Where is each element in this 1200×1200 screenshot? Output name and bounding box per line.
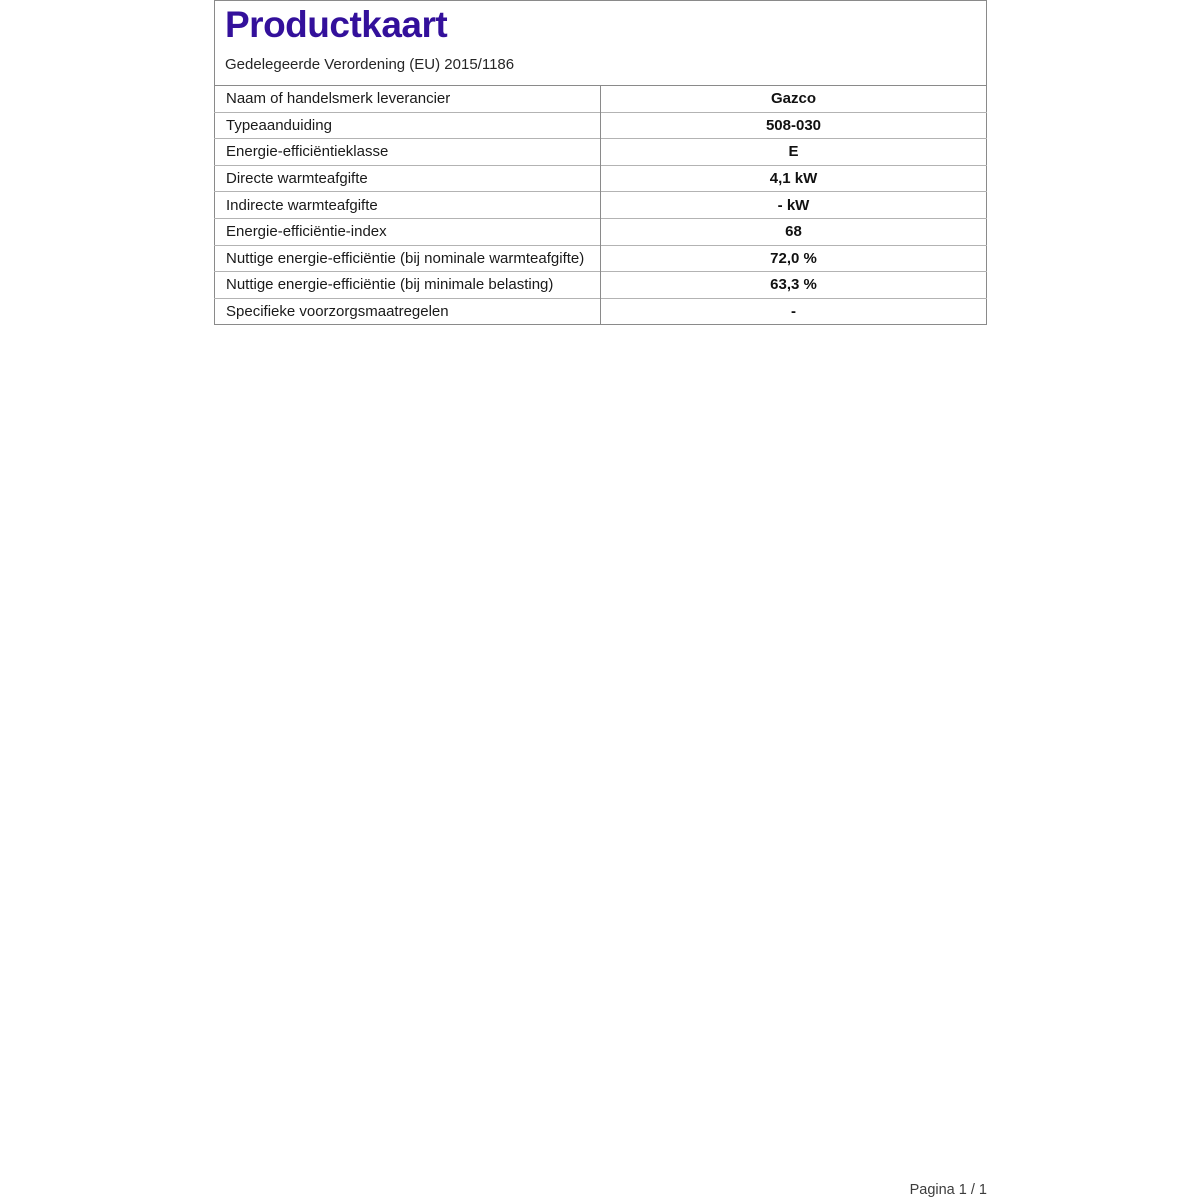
table-row <box>215 139 987 166</box>
row-label: Naam of handelsmerk leverancier <box>215 86 601 113</box>
row-value: 4,1 kW <box>601 165 987 192</box>
row-label: Nuttige energie-efficiëntie (bij minimale belasting) <box>215 272 601 299</box>
row-value: 68 <box>601 218 987 245</box>
row-value: E <box>601 139 987 166</box>
table-row <box>215 245 987 272</box>
table-row <box>215 86 987 113</box>
row-value: 508-030 <box>601 112 987 139</box>
row-label: Energie-efficiëntie-index <box>215 218 601 245</box>
row-label: Specifieke voorzorgsmaatregelen <box>215 298 601 325</box>
row-value: 72,0 % <box>601 245 987 272</box>
regulation-subtitle: Gedelegeerde Verordening (EU) 2015/1186 <box>225 56 515 73</box>
table-row <box>215 298 987 325</box>
table-row <box>215 272 987 299</box>
page-title: Productkaart <box>225 4 448 45</box>
row-value: 63,3 % <box>601 272 987 299</box>
row-label: Indirecte warmteafgifte <box>215 192 601 219</box>
table-row <box>215 218 987 245</box>
row-label: Nuttige energie-efficiëntie (bij nominale warmteafgifte) <box>215 245 601 272</box>
fiche-header <box>214 0 987 86</box>
row-label: Typeaanduiding <box>215 112 601 139</box>
row-value: - kW <box>601 192 987 219</box>
page-indicator: Pagina 1 / 1 <box>909 1182 987 1198</box>
table-row <box>215 112 987 139</box>
row-value: - <box>601 298 987 325</box>
table-row <box>215 192 987 219</box>
table-row <box>215 165 987 192</box>
row-label: Directe warmteafgifte <box>215 165 601 192</box>
row-label: Energie-efficiëntieklasse <box>215 139 601 166</box>
row-value: Gazco <box>601 86 987 113</box>
product-fiche <box>214 0 987 325</box>
product-fiche-table <box>214 85 987 325</box>
